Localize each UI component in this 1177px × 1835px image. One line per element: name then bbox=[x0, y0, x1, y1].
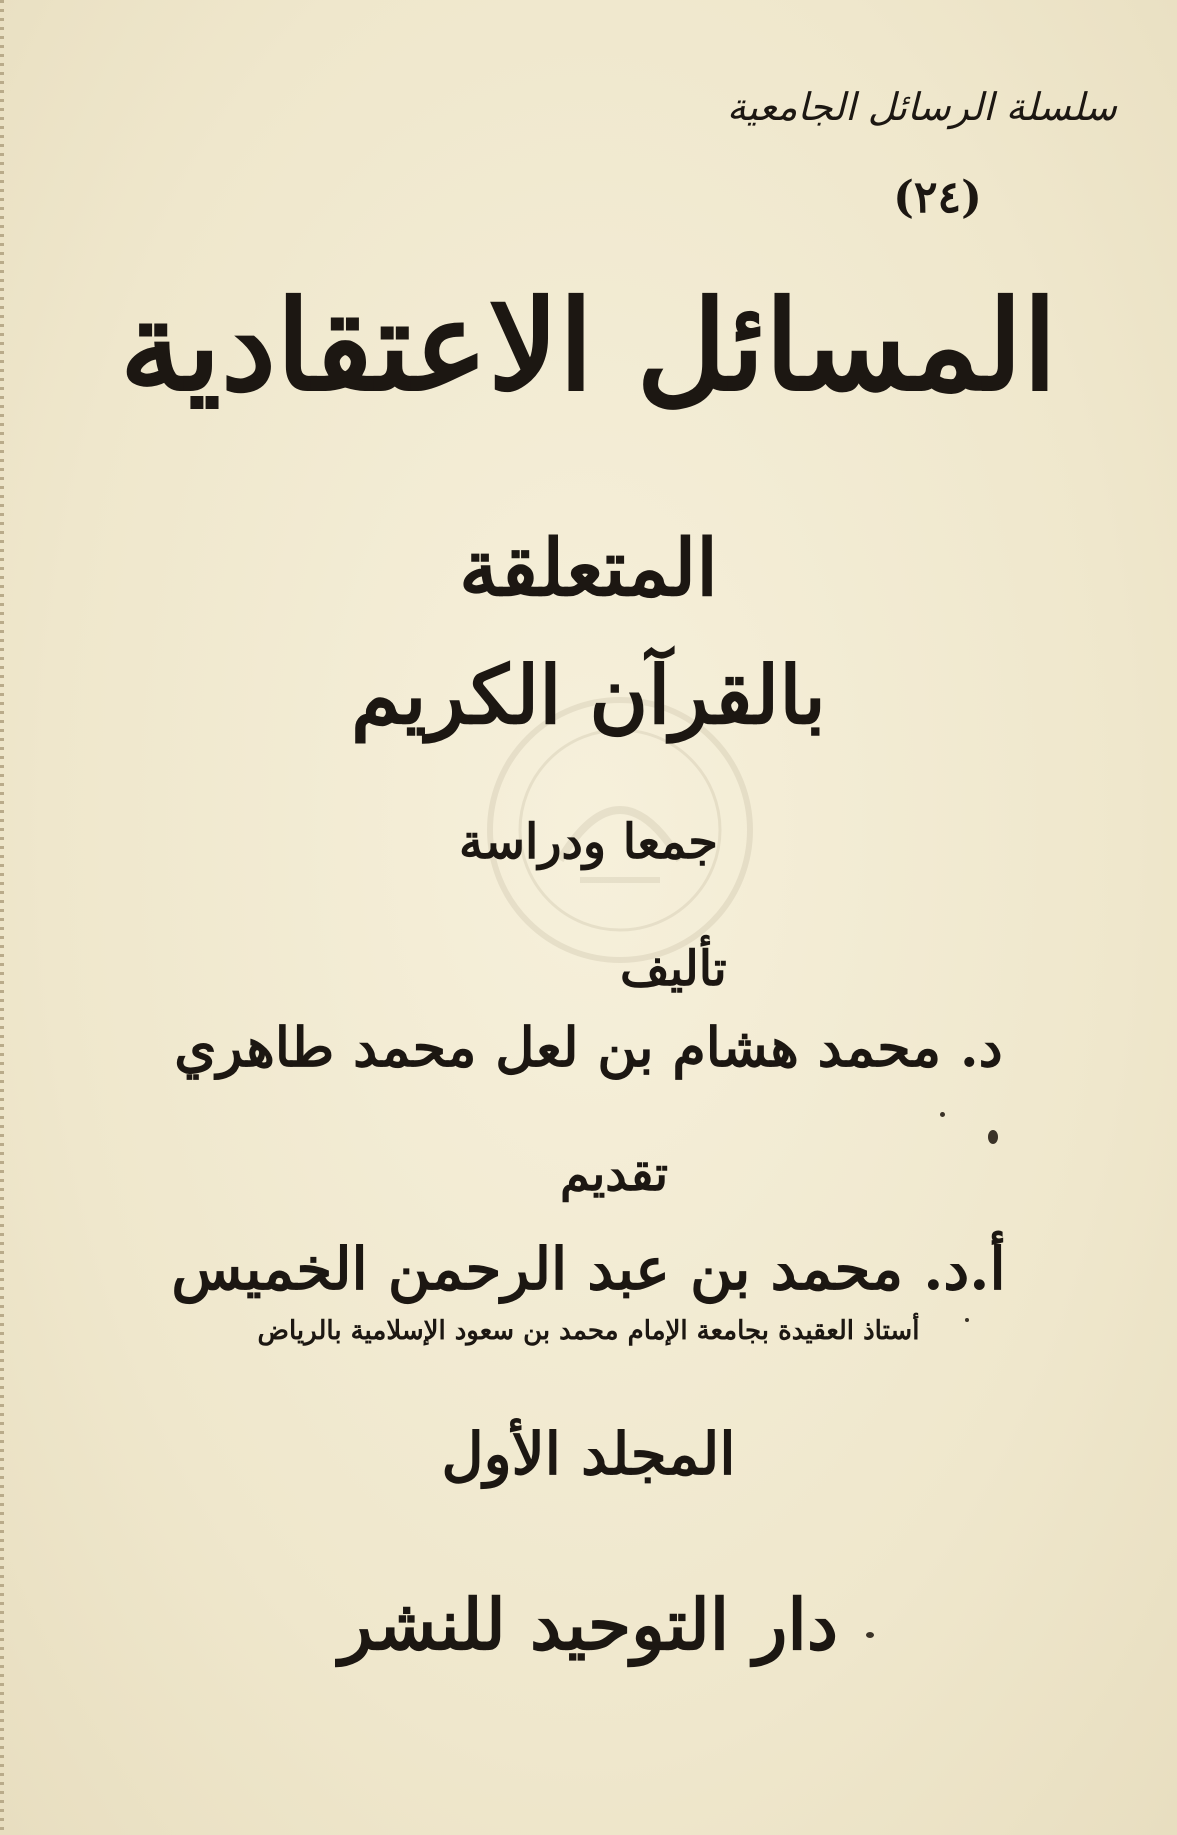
ink-speck bbox=[866, 1632, 874, 1638]
book-subtitle-line2: بالقرآن الكريم bbox=[351, 648, 826, 742]
page-binding-edge bbox=[0, 0, 4, 1835]
ink-speck bbox=[965, 1318, 969, 1322]
introduction-label: تقديم bbox=[560, 1146, 669, 1202]
presenter-name: أ.د. محمد بن عبد الرحمن الخميس bbox=[171, 1235, 1006, 1303]
ink-speck bbox=[988, 1130, 998, 1144]
presenter-role: أستاذ العقيدة بجامعة الإمام محمد بن سعود الإسلامية بالرياض bbox=[257, 1316, 920, 1346]
authorship-label: تأليف bbox=[620, 941, 727, 997]
ink-speck bbox=[940, 1112, 945, 1117]
author-name: د. محمد هشام بن لعل محمد طاهري bbox=[174, 1015, 1003, 1079]
series-number: (٢٤) bbox=[893, 172, 982, 223]
book-title: المسائل الاعتقادية bbox=[119, 274, 1058, 419]
publisher-name: دار التوحيد للنشر bbox=[338, 1583, 839, 1666]
series-title: سلسلة الرسائل الجامعية bbox=[726, 85, 1117, 129]
book-subtitle-line1: المتعلقة bbox=[459, 523, 718, 614]
study-note: جمعا ودراسة bbox=[459, 814, 718, 870]
volume-label: المجلد الأول bbox=[441, 1420, 736, 1488]
